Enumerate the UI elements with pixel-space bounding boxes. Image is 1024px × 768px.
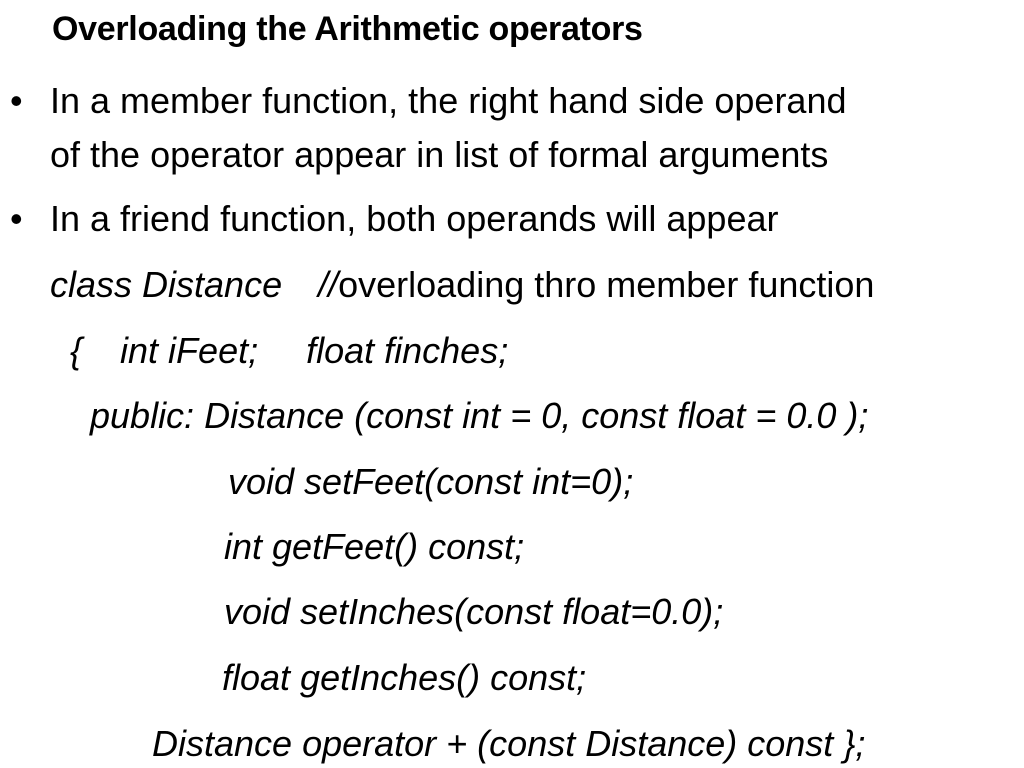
code-set-feet: void setFeet(const int=0); [228, 461, 634, 502]
code-comment-text: overloading thro member function [338, 264, 875, 305]
code-member-float: float finches; [306, 330, 509, 371]
code-set-inches: void setInches(const float=0.0); [224, 591, 724, 632]
bullet-item-member-function [10, 74, 1010, 182]
code-get-inches: float getInches() const; [222, 657, 587, 698]
bullet-marker: • [10, 80, 23, 121]
code-operator-declaration: Distance operator + (const Distance) const }; [152, 723, 866, 764]
code-class-declaration [50, 265, 874, 305]
bullet-item-friend-function [10, 192, 1010, 246]
bullet-text [50, 192, 1000, 246]
code-brace-open: { [70, 330, 83, 371]
bullet-line: In a member function, the right hand side operand [50, 80, 847, 121]
code-class-name: class Distance [50, 264, 283, 305]
code-public-constructor: public: Distance (const int = 0, const float = 0.0 ); [90, 395, 869, 436]
slide-title: Overloading the Arithmetic operators [52, 10, 643, 48]
code-member-int: int iFeet; [120, 330, 259, 371]
bullet-text [50, 74, 1000, 182]
bullet-marker: • [10, 198, 23, 239]
bullet-line: In a friend function, both operands will appear [50, 198, 779, 239]
code-get-feet: int getFeet() const; [224, 526, 525, 567]
code-comment-slashes: // [318, 264, 339, 305]
bullet-line: of the operator appear in list of formal arguments [50, 134, 829, 175]
code-class-members [70, 331, 508, 371]
